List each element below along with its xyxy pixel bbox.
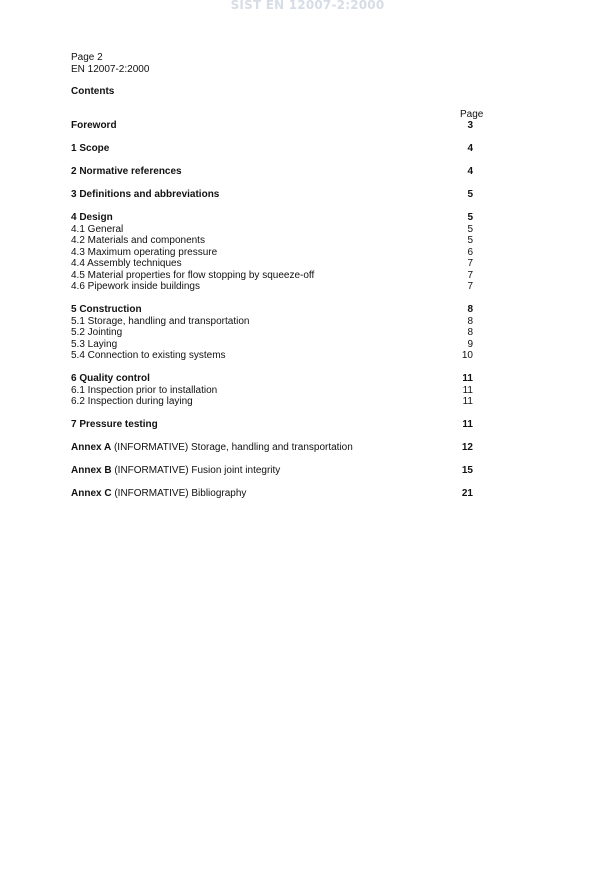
toc-entry-bold-text: Annex A: [71, 442, 112, 453]
toc-entry-bold-text: 7 Pressure testing: [71, 419, 158, 430]
toc-entry-title: [71, 224, 123, 236]
toc-entry-text: (INFORMATIVE) Fusion joint integrity: [111, 465, 281, 476]
toc-section-entry[interactable]: [71, 143, 473, 155]
toc-section-entry[interactable]: [71, 488, 473, 500]
toc-spacer: [71, 293, 473, 305]
toc-page-number: 15: [461, 465, 473, 476]
toc-spacer: [71, 132, 473, 144]
toc-entry-title: [71, 166, 182, 178]
toc-entry-bold-text: 3 Definitions and abbreviations: [71, 189, 220, 200]
toc-section-entry[interactable]: [71, 465, 473, 477]
toc-entry-title: [71, 350, 226, 362]
toc-entry-text: 4.3 Maximum operating pressure: [71, 246, 218, 258]
toc-subsection-entry[interactable]: [71, 281, 473, 293]
toc-entry-text: 4.1 General: [71, 223, 124, 235]
toc-entry-title: [71, 465, 280, 477]
toc-entry-text: 5.4 Connection to existing systems: [71, 350, 226, 361]
toc-page-number: 5: [467, 235, 473, 246]
toc-entry-title: [71, 396, 193, 408]
toc-entry-title: [71, 316, 249, 328]
toc-page-number: 21: [461, 488, 473, 499]
page-header: [71, 52, 149, 75]
toc-entry-text: (INFORMATIVE) Storage, handling and transportation: [111, 442, 353, 453]
toc-page-number: 4: [467, 143, 473, 154]
toc-subsection-entry[interactable]: [71, 316, 473, 328]
toc-subsection-entry[interactable]: [71, 396, 473, 408]
toc-entry-text: 5.1 Storage, handling and transportation: [71, 315, 250, 327]
toc-subsection-entry[interactable]: [71, 385, 473, 397]
toc-entry-title: [71, 281, 200, 293]
page-label: Page 2: [71, 52, 103, 63]
toc-page-number: 7: [467, 281, 473, 292]
toc-section-entry[interactable]: [71, 212, 473, 224]
toc-entry-text: 4.5 Material properties for flow stopping by squeeze-off: [71, 269, 315, 281]
toc-entry-text: 6.2 Inspection during laying: [71, 396, 193, 407]
toc-subsection-entry[interactable]: [71, 224, 473, 236]
toc-entry-title: [71, 488, 246, 500]
toc-subsection-entry[interactable]: [71, 270, 473, 282]
toc-page-number: 11: [462, 373, 473, 384]
toc-entry-title: [71, 304, 142, 316]
toc-page-number: 4: [467, 166, 473, 177]
toc-entry-bold-text: 6 Quality control: [71, 373, 150, 384]
toc-entry-text: (INFORMATIVE) Bibliography: [111, 488, 247, 499]
toc-page-number: 11: [462, 396, 473, 407]
toc-page-number: 8: [467, 304, 473, 315]
toc-spacer: [71, 477, 473, 489]
toc-spacer: [71, 362, 473, 374]
toc-section-entry[interactable]: [71, 373, 473, 385]
toc-page-number: 6: [467, 246, 473, 258]
toc-page-number: 5: [467, 189, 473, 200]
toc-page-number: 3: [467, 120, 473, 131]
toc-entry-title: [71, 442, 353, 454]
toc-spacer: [71, 178, 473, 190]
toc-spacer: [71, 201, 473, 213]
toc-page-number: 8: [467, 315, 473, 327]
toc-entry-title: [71, 143, 109, 155]
toc-entry-bold-text: 1 Scope: [71, 143, 110, 154]
toc-subsection-entry[interactable]: [71, 247, 473, 259]
toc-page-number: 11: [462, 384, 473, 396]
toc-entry-title: [71, 235, 205, 247]
contents-heading: Contents: [71, 86, 115, 97]
toc-spacer: [71, 155, 473, 167]
toc-entry-text: 5.3 Laying: [71, 338, 118, 350]
toc-entry-text: 4.4 Assembly techniques: [71, 258, 182, 269]
toc-spacer: [71, 431, 473, 443]
toc-entry-title: [71, 247, 217, 259]
toc-entry-bold-text: Annex B: [71, 465, 112, 476]
toc-section-entry[interactable]: [71, 120, 473, 132]
toc-page-number: 7: [467, 258, 473, 269]
toc-entry-title: [71, 258, 182, 270]
toc-page-number: 10: [461, 350, 473, 361]
toc-entry-title: [71, 270, 314, 282]
toc-entry-title: [71, 120, 117, 132]
toc-entry-bold-text: 5 Construction: [71, 304, 142, 315]
toc-section-entry[interactable]: [71, 304, 473, 316]
toc-subsection-entry[interactable]: [71, 235, 473, 247]
toc-page-number: 9: [467, 338, 473, 350]
toc-subsection-entry[interactable]: [71, 350, 473, 362]
page-column-label: Page: [460, 109, 484, 120]
toc-entry-bold-text: 2 Normative references: [71, 166, 182, 177]
toc-entry-bold-text: Annex C: [71, 488, 112, 499]
toc-entry-bold-text: Foreword: [71, 120, 117, 131]
toc-page-number: 11: [462, 419, 473, 430]
toc-page-number: 7: [467, 269, 473, 281]
toc-spacer: [71, 454, 473, 466]
toc-entry-bold-text: 4 Design: [71, 212, 113, 223]
toc-entry-title: [71, 385, 217, 397]
toc-entry-title: [71, 373, 150, 385]
toc-entry-title: [71, 327, 122, 339]
toc-entry-title: [71, 339, 117, 351]
toc-subsection-entry[interactable]: [71, 327, 473, 339]
toc-entry-title: [71, 419, 158, 431]
toc-subsection-entry[interactable]: [71, 339, 473, 351]
toc-entry-title: [71, 212, 113, 224]
toc-page-number: 5: [467, 223, 473, 235]
toc-entry-text: 6.1 Inspection prior to installation: [71, 384, 218, 396]
toc-section-entry[interactable]: [71, 189, 473, 201]
toc-section-entry[interactable]: [71, 442, 473, 454]
toc-page-number: 8: [467, 327, 473, 338]
toc-page-number: 5: [467, 212, 473, 223]
toc-section-entry[interactable]: [71, 419, 473, 431]
toc-entry-text: 4.6 Pipework inside buildings: [71, 281, 200, 292]
toc-spacer: [71, 408, 473, 420]
table-of-contents: [71, 120, 473, 500]
toc-entry-text: 5.2 Jointing: [71, 327, 123, 338]
toc-entry-text: 4.2 Materials and components: [71, 235, 205, 246]
toc-section-entry[interactable]: [71, 166, 473, 178]
toc-page-number: 12: [461, 442, 473, 453]
toc-entry-title: [71, 189, 219, 201]
toc-subsection-entry[interactable]: [71, 258, 473, 270]
document-id: EN 12007-2:2000: [71, 63, 150, 75]
watermark: SIST EN 12007-2:2000: [230, 0, 385, 12]
